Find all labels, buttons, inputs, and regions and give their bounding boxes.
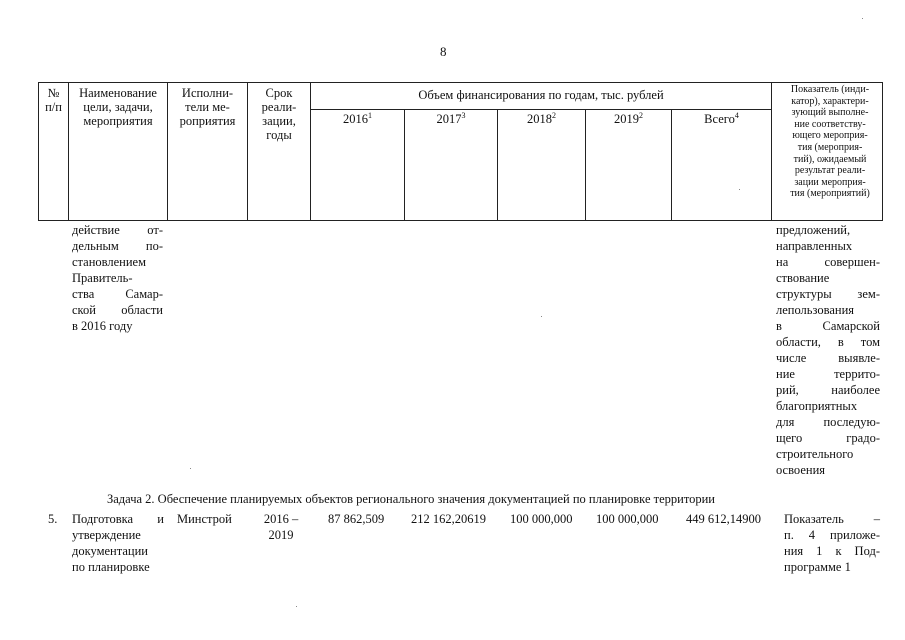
page-number: 8 — [440, 44, 447, 59]
row-executor: Минстрой — [177, 512, 232, 526]
grid-line — [38, 220, 883, 221]
continued-row-indicator: предложений, направленных на совершен- ствование структуры зем- лепользования в Самарской области, в том числе выявле- ние террито- рий, наиболее благоприятных для последую- щего градо- строительного освоения — [776, 223, 880, 477]
row-indicator: Показатель – п. 4 приложе- ния 1 к Под- программе 1 — [784, 512, 880, 574]
year-total: Всего$^4$ — [704, 110, 739, 126]
row-2018: 100 000,000 — [510, 512, 573, 526]
header-executors: Исполни- тели ме- роприятия — [179, 86, 236, 128]
scan-speck — [862, 18, 863, 19]
scan-speck — [190, 468, 191, 469]
row-term: 2016 – 2019 — [263, 512, 299, 542]
year-2017: 2017$^3$ — [436, 110, 466, 126]
header-term: Срок реали- зации, годы — [261, 86, 297, 142]
row-2019: 100 000,000 — [596, 512, 659, 526]
row-num: 5. — [48, 512, 58, 526]
header-financing: Объем финансирования по годам, тыс. рублей — [418, 88, 664, 102]
year-2016: 2016$^1$ — [343, 110, 372, 126]
scan-speck — [739, 189, 740, 190]
header-indicator: Показатель (инди- катор), характери- зующий выполне- ние соответству- ющего мероприя- тия (мероприя- тий), ожидаемый результат реали- зации мероприя- тия (мероприятий) — [790, 84, 870, 200]
grid-line — [310, 109, 771, 110]
year-2019: 2019$^2$ — [614, 110, 643, 126]
continued-row-name: действие от- дельным по- становлением Правитель- ства Самар- ской области в 2016 году — [72, 223, 163, 333]
row-2017: 212 162,20619 — [411, 512, 486, 526]
task-heading: Задача 2. Обеспечение планируемых объектов регионального значения документацией по планировке территории — [107, 492, 715, 506]
grid-line — [310, 82, 311, 221]
year-2018: 2018$^2$ — [527, 110, 556, 126]
row-total: 449 612,14900 — [686, 512, 761, 526]
grid-line — [38, 82, 883, 83]
scan-speck — [541, 316, 542, 317]
grid-line — [771, 82, 772, 221]
header-name: Наименование цели, задачи, мероприятия — [79, 86, 157, 128]
grid-line — [882, 82, 883, 221]
scan-speck — [296, 606, 297, 607]
row-2016: 87 862,509 — [328, 512, 385, 526]
row-name: Подготовка и утверждение документации по планировке — [72, 512, 164, 574]
header-num: № п/п — [45, 86, 62, 114]
